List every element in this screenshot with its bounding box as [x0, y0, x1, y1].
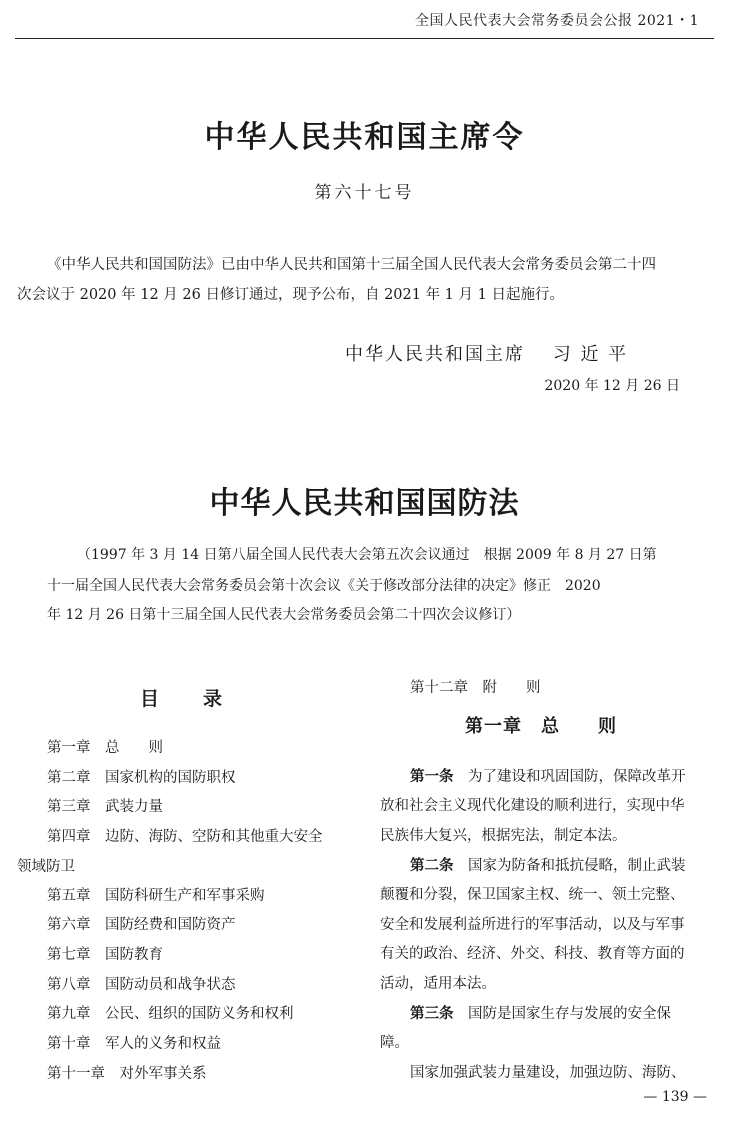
toc-item-continuation: 领域防卫 [17, 859, 75, 875]
toc-item: 第五章 国防科研生产和军事采购 [47, 888, 265, 904]
article-1-line [410, 765, 686, 786]
article-2-text: 国家为防备和抵抗侵略，制止武装 [468, 858, 686, 874]
toc-item: 第七章 国防教育 [47, 947, 163, 963]
toc-item: 第十二章 附 则 [410, 680, 541, 696]
law-title: 中华人民共和国国防法 [209, 486, 520, 521]
header-rule [15, 38, 714, 39]
order-body-line: 次会议于 2020 年 12 月 26 日修订通过，现予公布，自 2021 年 1 月 1 日起施行。 [17, 287, 564, 303]
toc-item: 第十一章 对外军事关系 [47, 1066, 207, 1082]
toc-item: 第三章 武装力量 [47, 799, 163, 815]
article-1-text: 为了建设和巩固国防，保障改革开 [468, 769, 686, 785]
article-2-line: 活动，适用本法。 [380, 976, 496, 992]
legislative-history-line: （1997 年 3 月 14 日第八届全国人民代表大会第五次会议通过 根据 2009 年 8 月 27 日第 [77, 547, 657, 563]
toc-item: 第八章 国防动员和战争状态 [47, 977, 236, 993]
article-1-label: 第一条 [410, 768, 454, 785]
toc-item: 第十章 军人的义务和权益 [47, 1036, 221, 1052]
toc-item: 第四章 边防、海防、空防和其他重大安全 [47, 829, 323, 845]
order-number: 第六十七号 [314, 183, 415, 203]
article-3-line [410, 1002, 671, 1023]
article-2-line: 颠覆和分裂，保卫国家主权、统一、领土完整、 [380, 887, 685, 903]
toc-item: 第六章 国防经费和国防资产 [47, 917, 236, 933]
chapter-heading: 第一章 总 则 [465, 716, 617, 737]
signature-date: 2020 年 12 月 26 日 [544, 378, 680, 394]
article-3-line: 国家加强武装力量建设，加强边防、海防、 [410, 1065, 686, 1081]
toc-item: 第九章 公民、组织的国防义务和权利 [47, 1006, 294, 1022]
toc-item: 第一章 总 则 [47, 740, 163, 756]
running-header: 全国人民代表大会常务委员会公报 2021・1 [415, 13, 699, 29]
page-number: — 139 — [643, 1089, 707, 1105]
legislative-history-line: 年 12 月 26 日第十三届全国人民代表大会常务委员会第二十四次会议修订） [47, 607, 521, 623]
article-1-line: 放和社会主义现代化建设的顺利进行，实现中华 [380, 798, 685, 814]
article-2-line: 安全和发展利益所进行的军事活动，以及与军事 [380, 917, 685, 933]
article-3-label: 第三条 [410, 1005, 454, 1022]
article-1-line: 民族伟大复兴，根据宪法，制定本法。 [380, 828, 627, 844]
legislative-history-line: 十一届全国人民代表大会常务委员会第十次会议《关于修改部分法律的决定》修正 2020 [47, 578, 601, 594]
toc-heading: 目录 [140, 688, 267, 710]
signatory: 中华人民共和国主席 习 近 平 [345, 344, 629, 365]
toc-item: 第二章 国家机构的国防职权 [47, 770, 236, 786]
order-title: 中华人民共和国主席令 [204, 120, 525, 155]
article-2-label: 第二条 [410, 857, 454, 874]
article-3-text: 国防是国家生存与发展的安全保 [468, 1006, 671, 1022]
article-2-line: 有关的政治、经济、外交、科技、教育等方面的 [380, 946, 685, 962]
article-2-line [410, 854, 686, 875]
order-body-line: 《中华人民共和国国防法》已由中华人民共和国第十三届全国人民代表大会常务委员会第二十四 [47, 257, 656, 273]
article-3-line: 障。 [380, 1035, 409, 1051]
